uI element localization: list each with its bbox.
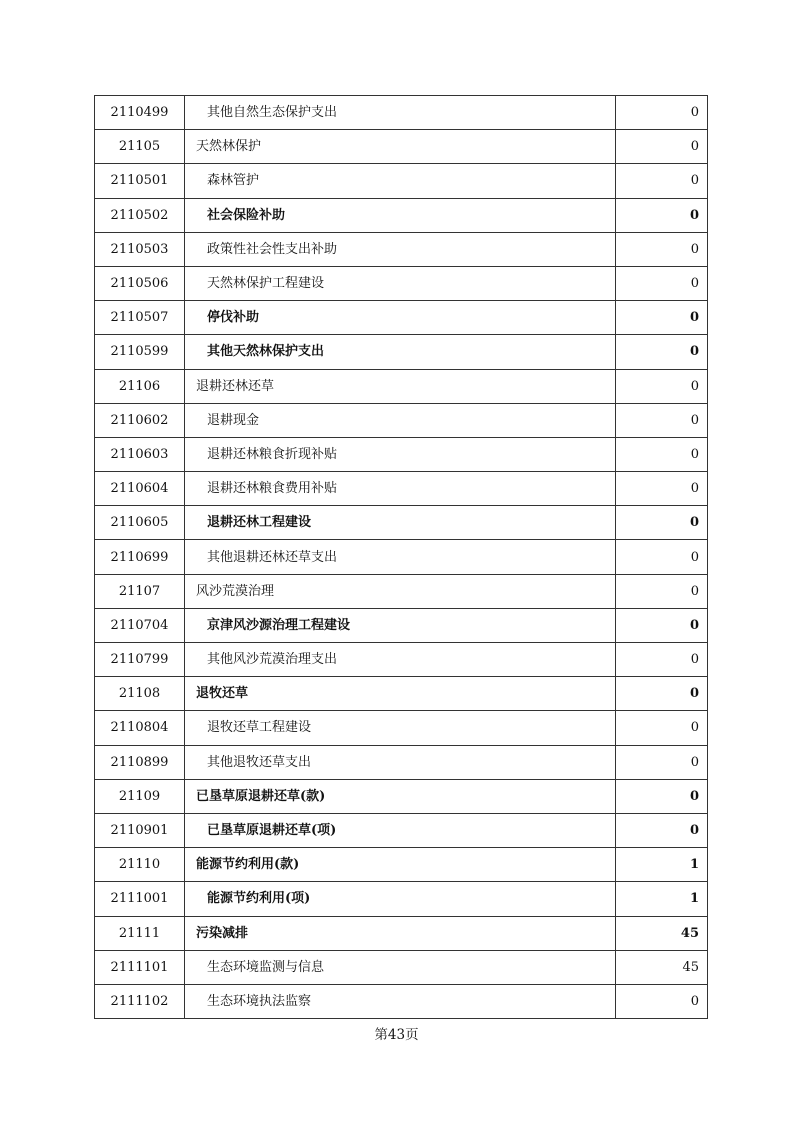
account-name: 已垦草原退耕还草(款) <box>185 779 616 813</box>
account-code: 2110602 <box>95 403 185 437</box>
account-name: 其他风沙荒漠治理支出 <box>185 643 616 677</box>
table-row <box>95 472 708 506</box>
amount-value: 0 <box>616 198 708 232</box>
account-name: 生态环境执法监察 <box>185 984 616 1018</box>
amount-value: 0 <box>616 677 708 711</box>
account-code: 2110604 <box>95 472 185 506</box>
table-row <box>95 506 708 540</box>
account-name: 生态环境监测与信息 <box>185 950 616 984</box>
table-row <box>95 950 708 984</box>
account-code: 21111 <box>95 916 185 950</box>
amount-value: 0 <box>616 266 708 300</box>
account-name: 京津风沙源治理工程建设 <box>185 608 616 642</box>
account-code: 2110507 <box>95 301 185 335</box>
amount-value: 0 <box>616 745 708 779</box>
amount-value: 0 <box>616 813 708 847</box>
table-row <box>95 232 708 266</box>
amount-value: 45 <box>616 950 708 984</box>
account-code: 2110499 <box>95 96 185 130</box>
amount-value: 0 <box>616 301 708 335</box>
amount-value: 0 <box>616 472 708 506</box>
account-code: 21107 <box>95 574 185 608</box>
account-name: 退耕还林粮食费用补贴 <box>185 472 616 506</box>
account-code: 2110704 <box>95 608 185 642</box>
table-row <box>95 643 708 677</box>
table-row <box>95 335 708 369</box>
table-row <box>95 711 708 745</box>
amount-value: 0 <box>616 574 708 608</box>
table-row <box>95 984 708 1018</box>
account-code: 2111101 <box>95 950 185 984</box>
account-name: 污染减排 <box>185 916 616 950</box>
amount-value: 0 <box>616 608 708 642</box>
account-name: 政策性社会性支出补助 <box>185 232 616 266</box>
account-name: 退耕还林工程建设 <box>185 506 616 540</box>
table-row <box>95 916 708 950</box>
account-name: 森林管护 <box>185 164 616 198</box>
account-code: 2110599 <box>95 335 185 369</box>
amount-value: 0 <box>616 711 708 745</box>
account-name: 停伐补助 <box>185 301 616 335</box>
account-code: 2110605 <box>95 506 185 540</box>
account-name: 能源节约利用(项) <box>185 882 616 916</box>
account-code: 2110899 <box>95 745 185 779</box>
table-row <box>95 96 708 130</box>
account-code: 2110804 <box>95 711 185 745</box>
account-name: 其他自然生态保护支出 <box>185 96 616 130</box>
account-name: 其他天然林保护支出 <box>185 335 616 369</box>
amount-value: 0 <box>616 506 708 540</box>
account-code: 2110503 <box>95 232 185 266</box>
account-name: 退牧还草 <box>185 677 616 711</box>
account-name: 退耕还林还草 <box>185 369 616 403</box>
table-row <box>95 540 708 574</box>
account-name: 天然林保护工程建设 <box>185 266 616 300</box>
account-code: 21109 <box>95 779 185 813</box>
table-row <box>95 130 708 164</box>
amount-value: 1 <box>616 882 708 916</box>
table-row <box>95 301 708 335</box>
amount-value: 0 <box>616 540 708 574</box>
table-row <box>95 745 708 779</box>
account-name: 退牧还草工程建设 <box>185 711 616 745</box>
account-name: 天然林保护 <box>185 130 616 164</box>
account-name: 社会保险补助 <box>185 198 616 232</box>
account-code: 21106 <box>95 369 185 403</box>
table-row <box>95 677 708 711</box>
amount-value: 1 <box>616 848 708 882</box>
budget-table-body <box>95 96 708 1019</box>
table-row <box>95 848 708 882</box>
table-row <box>95 779 708 813</box>
amount-value: 0 <box>616 164 708 198</box>
amount-value: 0 <box>616 232 708 266</box>
table-row <box>95 369 708 403</box>
table-row <box>95 403 708 437</box>
amount-value: 0 <box>616 779 708 813</box>
account-code: 2111001 <box>95 882 185 916</box>
table-row <box>95 437 708 471</box>
account-code: 2110502 <box>95 198 185 232</box>
amount-value: 0 <box>616 96 708 130</box>
account-code: 2110506 <box>95 266 185 300</box>
amount-value: 45 <box>616 916 708 950</box>
amount-value: 0 <box>616 369 708 403</box>
account-code: 2110699 <box>95 540 185 574</box>
table-row <box>95 608 708 642</box>
table-row <box>95 574 708 608</box>
account-name: 其他退牧还草支出 <box>185 745 616 779</box>
amount-value: 0 <box>616 403 708 437</box>
amount-value: 0 <box>616 643 708 677</box>
account-code: 2110799 <box>95 643 185 677</box>
account-name: 风沙荒漠治理 <box>185 574 616 608</box>
table-row <box>95 266 708 300</box>
account-name: 退耕还林粮食折现补贴 <box>185 437 616 471</box>
account-code: 2110603 <box>95 437 185 471</box>
account-code: 2111102 <box>95 984 185 1018</box>
table-row <box>95 882 708 916</box>
account-code: 21105 <box>95 130 185 164</box>
account-name: 已垦草原退耕还草(项) <box>185 813 616 847</box>
account-name: 其他退耕还林还草支出 <box>185 540 616 574</box>
account-name: 能源节约利用(款) <box>185 848 616 882</box>
amount-value: 0 <box>616 984 708 1018</box>
table-row <box>95 164 708 198</box>
amount-value: 0 <box>616 130 708 164</box>
amount-value: 0 <box>616 335 708 369</box>
table-row <box>95 813 708 847</box>
account-code: 21108 <box>95 677 185 711</box>
account-code: 2110501 <box>95 164 185 198</box>
account-code: 21110 <box>95 848 185 882</box>
page-number: 第43页 <box>374 1027 419 1043</box>
budget-table <box>94 95 708 1019</box>
amount-value: 0 <box>616 437 708 471</box>
table-row <box>95 198 708 232</box>
account-code: 2110901 <box>95 813 185 847</box>
account-name: 退耕现金 <box>185 403 616 437</box>
